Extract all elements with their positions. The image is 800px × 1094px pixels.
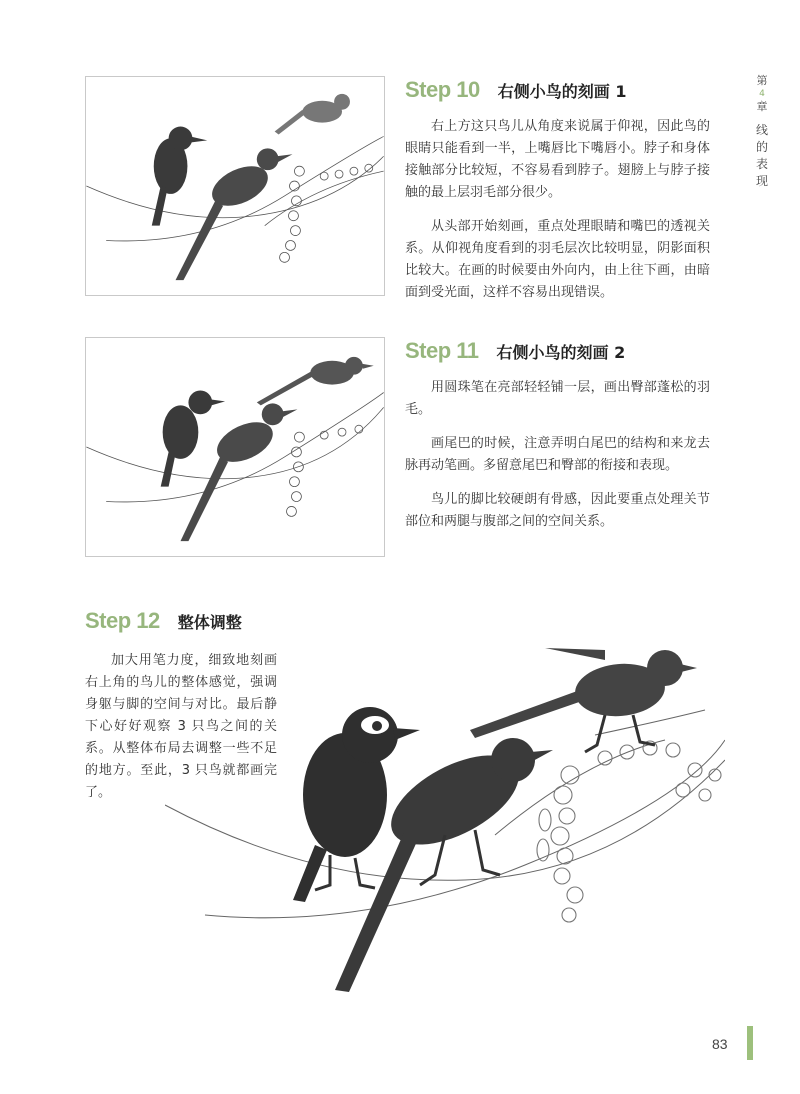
- step11-title: 右侧小鸟的刻画 2: [496, 343, 626, 362]
- step11-paragraph-1: 用圆珠笔在亮部轻轻铺一层，画出臀部蓬松的羽毛。: [405, 380, 710, 417]
- step12-title: 整体调整: [177, 613, 242, 632]
- chapter-title-char: 的: [755, 140, 768, 154]
- page-number: 83: [712, 1036, 728, 1052]
- chapter-title-char: 线: [755, 123, 768, 137]
- birds-final-drawing: [165, 630, 725, 1005]
- chapter-suffix: 章: [756, 100, 768, 113]
- birds-sketch-step11: [86, 338, 384, 556]
- chapter-title-char: 表: [755, 157, 768, 171]
- step10-paragraph-2: 从头部开始刻画，重点处理眼睛和嘴巴的透视关系。从仰视角度看到的羽毛层次比较明显，阴影面积比较大。在画的时候要由外向内，由上往下画，由暗面到受光面，这样不容易出现错误。: [405, 219, 710, 300]
- birds-sketch-step10: [86, 77, 384, 295]
- step12-number: Step 12: [85, 608, 160, 633]
- step11-paragraph-2: 画尾巴的时候，注意弄明白尾巴的结构和来龙去脉再动笔画。多留意尾巴和臀部的衔接和表现。: [405, 436, 710, 473]
- chapter-prefix: 第: [756, 74, 768, 87]
- chapter-number: 4: [759, 89, 765, 99]
- chapter-title-char: 现: [755, 174, 768, 188]
- step11-number: Step 11: [405, 338, 479, 363]
- step11-paragraph-3: 鸟儿的脚比较硬朗有骨感，因此要重点处理关节部位和两腿与腹部之间的空间关系。: [405, 492, 710, 529]
- page-number-accent-bar: [747, 1026, 753, 1060]
- step11-illustration: [85, 337, 385, 557]
- step10-number: Step 10: [405, 77, 480, 102]
- step10-illustration: [85, 76, 385, 296]
- step10-heading: [405, 77, 626, 103]
- step11-heading: [405, 338, 625, 364]
- step10-title: 右侧小鸟的刻画 1: [497, 82, 627, 101]
- step10-paragraph-1: 右上方这只鸟儿从角度来说属于仰视，因此鸟的眼睛只能看到一半，上嘴唇比下嘴唇小。脖子和身体接触部分比较短，不容易看到脖子。翅膀上与脖子接触的最上层羽毛部分很少。: [405, 119, 710, 200]
- chapter-side-tab: [754, 74, 770, 190]
- step12-illustration: [165, 630, 725, 1005]
- step12-paragraph-1: 加大用笔力度，细致地刻画右上角的鸟儿的整体感觉，强调身躯与脚的空间与对比。最后静下心好好观察 3 只鸟之间的关系。从整体布局去调整一些不足的地方。至此，3 只鸟就都画完了。: [85, 653, 277, 800]
